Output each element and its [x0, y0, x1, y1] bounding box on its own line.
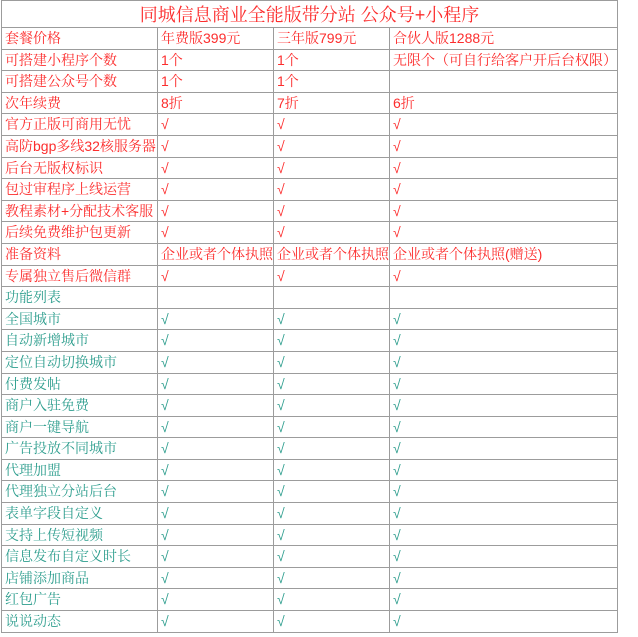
row-cell: √ — [158, 438, 274, 460]
row-cell: √ — [390, 395, 618, 417]
row-cell: √ — [158, 200, 274, 222]
row-label: 商户一键导航 — [2, 416, 158, 438]
table-body — [2, 28, 618, 633]
row-cell — [390, 287, 618, 309]
row-cell: √ — [390, 200, 618, 222]
table-row — [2, 589, 618, 611]
row-label: 教程素材+分配技术客服 — [2, 200, 158, 222]
row-cell: √ — [158, 179, 274, 201]
row-cell: √ — [274, 416, 390, 438]
row-label: 表单字段自定义 — [2, 503, 158, 525]
row-cell: √ — [274, 589, 390, 611]
row-label: 商户入驻免费 — [2, 395, 158, 417]
row-cell: √ — [390, 351, 618, 373]
table-row — [2, 395, 618, 417]
row-cell: √ — [274, 459, 390, 481]
row-label: 代理独立分站后台 — [2, 481, 158, 503]
row-cell: 三年版799元 — [274, 28, 390, 50]
row-label: 官方正版可商用无忧 — [2, 114, 158, 136]
table-row — [2, 416, 618, 438]
row-cell: √ — [274, 157, 390, 179]
table-row — [2, 351, 618, 373]
row-label: 次年续费 — [2, 92, 158, 114]
row-cell: √ — [274, 524, 390, 546]
row-cell: 无限个（可自行给客户开后台权限） — [390, 49, 618, 71]
row-cell: 企业或者个体执照 — [274, 243, 390, 265]
row-cell: 8折 — [158, 92, 274, 114]
row-cell: 年费版399元 — [158, 28, 274, 50]
row-cell: √ — [390, 524, 618, 546]
table-row — [2, 524, 618, 546]
row-cell: √ — [390, 567, 618, 589]
row-cell: √ — [390, 114, 618, 136]
table-row — [2, 308, 618, 330]
row-cell: √ — [274, 611, 390, 633]
row-cell: √ — [158, 222, 274, 244]
row-label: 付费发帖 — [2, 373, 158, 395]
row-cell: √ — [274, 200, 390, 222]
row-label: 说说动态 — [2, 611, 158, 633]
table-row — [2, 481, 618, 503]
table-row — [2, 222, 618, 244]
row-label: 功能列表 — [2, 287, 158, 309]
row-cell: 1个 — [158, 71, 274, 93]
row-cell: √ — [390, 611, 618, 633]
table-row — [2, 287, 618, 309]
row-label: 准备资料 — [2, 243, 158, 265]
row-cell — [274, 287, 390, 309]
row-cell: √ — [274, 546, 390, 568]
row-cell: √ — [390, 438, 618, 460]
row-label: 后台无版权标识 — [2, 157, 158, 179]
row-cell: √ — [390, 481, 618, 503]
row-cell: √ — [158, 157, 274, 179]
row-label: 可搭建公众号个数 — [2, 71, 158, 93]
table-row — [2, 503, 618, 525]
table-row — [2, 71, 618, 93]
row-cell: 6折 — [390, 92, 618, 114]
row-cell: √ — [274, 395, 390, 417]
row-cell: 企业或者个体执照 — [158, 243, 274, 265]
table-row — [2, 373, 618, 395]
row-cell: √ — [390, 330, 618, 352]
row-cell: √ — [158, 546, 274, 568]
row-cell: √ — [390, 265, 618, 287]
row-cell: √ — [274, 114, 390, 136]
table-title: 同城信息商业全能版带分站 公众号+小程序 — [2, 1, 618, 28]
row-label: 定位自动切换城市 — [2, 351, 158, 373]
row-cell: √ — [390, 308, 618, 330]
row-cell: √ — [390, 546, 618, 568]
row-cell: √ — [274, 135, 390, 157]
row-cell: 1个 — [274, 49, 390, 71]
row-label: 可搭建小程序个数 — [2, 49, 158, 71]
row-cell: √ — [158, 373, 274, 395]
row-cell: 7折 — [274, 92, 390, 114]
table-row — [2, 92, 618, 114]
row-label: 后续免费维护包更新 — [2, 222, 158, 244]
row-label: 高防bgp多线32核服务器 — [2, 135, 158, 157]
row-cell: √ — [274, 373, 390, 395]
row-cell — [158, 287, 274, 309]
row-label: 包过审程序上线运营 — [2, 179, 158, 201]
pricing-table — [1, 0, 618, 633]
row-cell: √ — [158, 589, 274, 611]
row-cell: √ — [390, 589, 618, 611]
row-cell: √ — [274, 222, 390, 244]
row-label: 专属独立售后微信群 — [2, 265, 158, 287]
row-label: 信息发布自定义时长 — [2, 546, 158, 568]
row-cell: √ — [158, 416, 274, 438]
row-cell: √ — [274, 308, 390, 330]
row-cell: √ — [158, 524, 274, 546]
row-cell: 合伙人版1288元 — [390, 28, 618, 50]
row-label: 店铺添加商品 — [2, 567, 158, 589]
table-row — [2, 459, 618, 481]
row-cell: 企业或者个体执照(赠送) — [390, 243, 618, 265]
table-row — [2, 200, 618, 222]
table-row — [2, 243, 618, 265]
row-cell: √ — [390, 503, 618, 525]
table-row — [2, 611, 618, 633]
row-label: 红包广告 — [2, 589, 158, 611]
row-cell: √ — [274, 179, 390, 201]
row-cell: √ — [274, 481, 390, 503]
table-row — [2, 157, 618, 179]
row-cell: √ — [158, 330, 274, 352]
row-label: 套餐价格 — [2, 28, 158, 50]
row-cell: √ — [158, 459, 274, 481]
row-cell: √ — [274, 265, 390, 287]
row-cell: √ — [274, 351, 390, 373]
row-cell: √ — [390, 157, 618, 179]
row-label: 支持上传短视频 — [2, 524, 158, 546]
row-cell: 1个 — [158, 49, 274, 71]
table-row — [2, 179, 618, 201]
row-cell: √ — [158, 308, 274, 330]
row-cell: √ — [158, 611, 274, 633]
row-label: 代理加盟 — [2, 459, 158, 481]
row-cell: √ — [158, 135, 274, 157]
row-label: 广告投放不同城市 — [2, 438, 158, 460]
row-cell — [390, 71, 618, 93]
row-label: 全国城市 — [2, 308, 158, 330]
table-row — [2, 28, 618, 50]
table-row — [2, 438, 618, 460]
row-cell: √ — [274, 330, 390, 352]
row-cell: √ — [158, 265, 274, 287]
table-row — [2, 330, 618, 352]
row-cell: √ — [274, 567, 390, 589]
row-cell: √ — [390, 222, 618, 244]
row-cell: √ — [390, 459, 618, 481]
row-cell: √ — [158, 481, 274, 503]
table-row — [2, 567, 618, 589]
row-cell: √ — [158, 114, 274, 136]
row-cell: √ — [158, 567, 274, 589]
row-cell: √ — [390, 416, 618, 438]
row-cell: √ — [158, 351, 274, 373]
row-cell: √ — [390, 179, 618, 201]
row-cell: √ — [158, 503, 274, 525]
row-cell: 1个 — [274, 71, 390, 93]
table-row — [2, 49, 618, 71]
row-cell: √ — [158, 395, 274, 417]
table-row — [2, 546, 618, 568]
row-cell: √ — [274, 503, 390, 525]
row-cell: √ — [274, 438, 390, 460]
row-cell: √ — [390, 135, 618, 157]
table-row — [2, 114, 618, 136]
title-row — [2, 1, 618, 28]
row-label: 自动新增城市 — [2, 330, 158, 352]
table-row — [2, 265, 618, 287]
table-row — [2, 135, 618, 157]
row-cell: √ — [390, 373, 618, 395]
